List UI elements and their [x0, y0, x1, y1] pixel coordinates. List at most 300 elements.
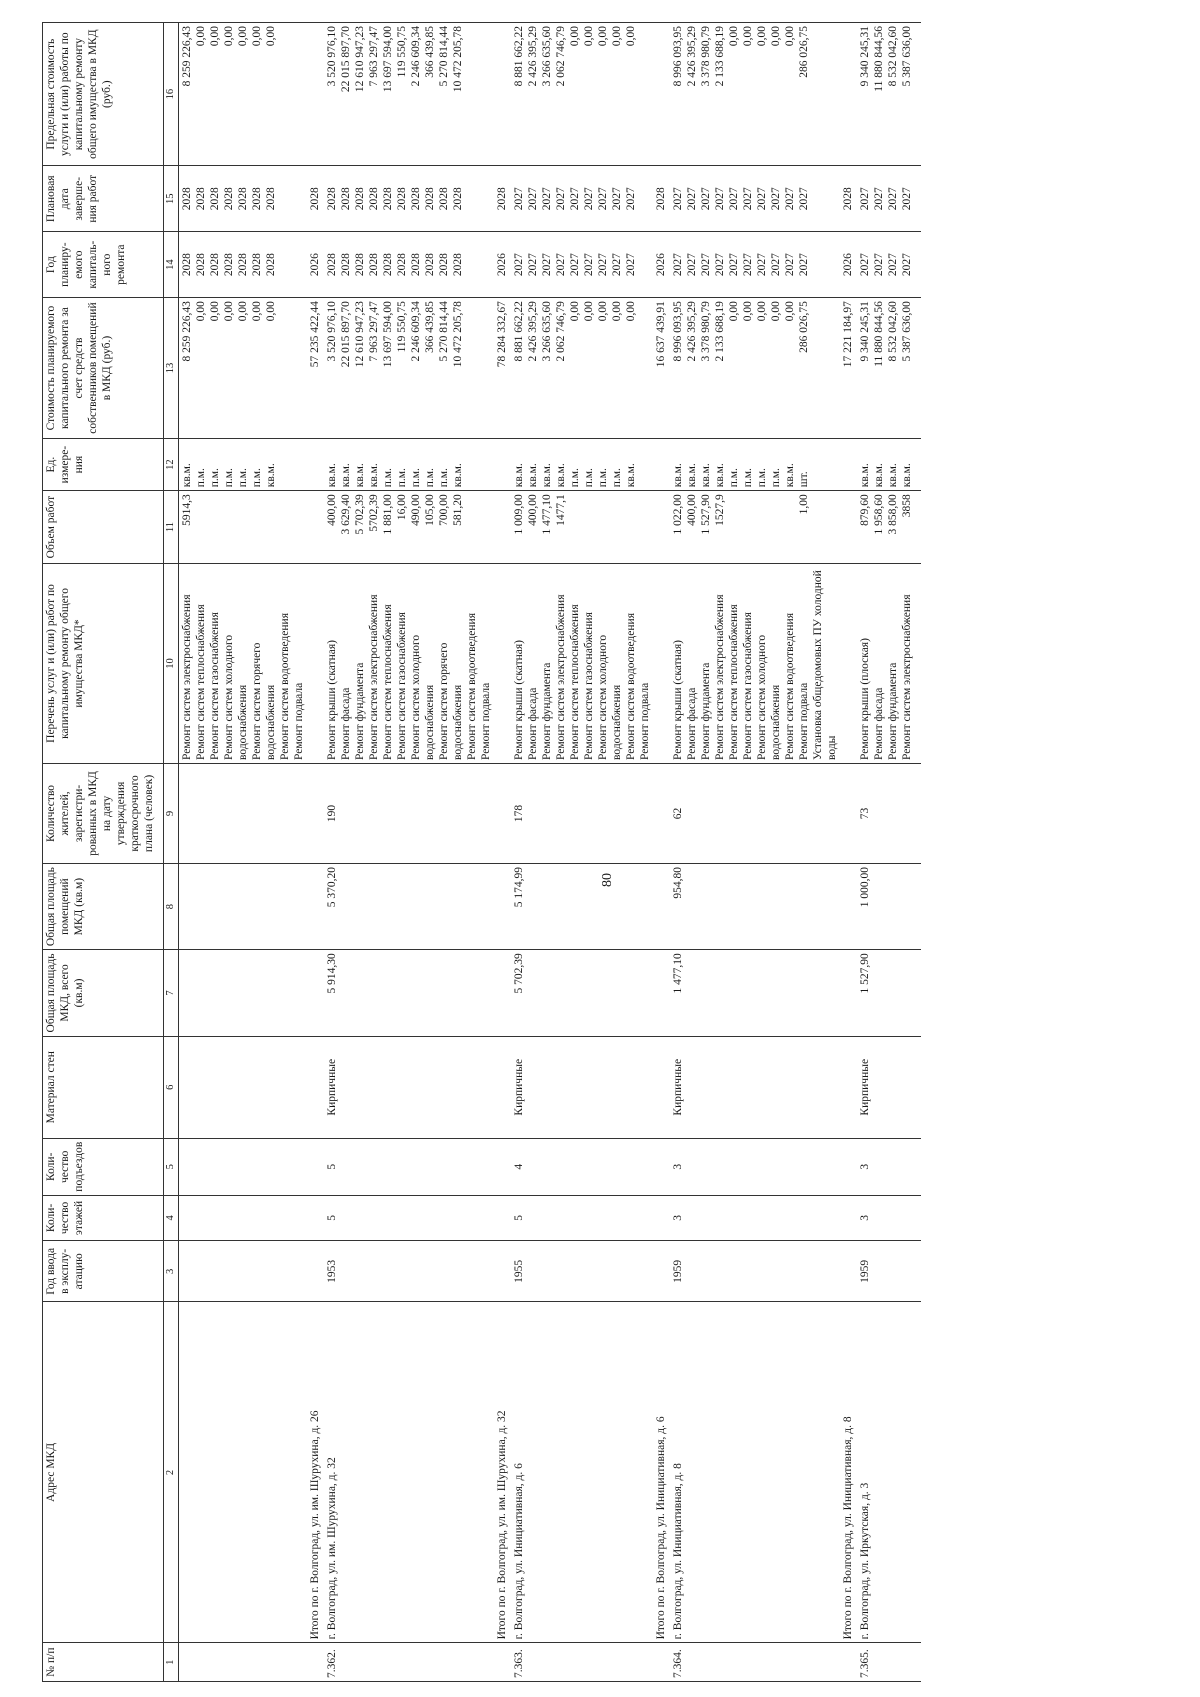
work-item-cell — [653, 563, 840, 763]
table-row — [179, 23, 308, 1682]
work-end-date: 2028 — [209, 187, 221, 211]
group-total-year: 2026 — [655, 253, 667, 277]
group-total-year: 2026 — [309, 253, 321, 277]
group-total-label: Итого по г. Волгоград, ул. Инициативная, д. 8 — [842, 1416, 854, 1640]
work-year: 2028 — [340, 253, 352, 277]
work-end-date: 2027 — [859, 187, 871, 211]
work-unit: кв.м. — [326, 463, 338, 488]
work-limit-cost: 0,00 — [625, 26, 637, 47]
work-year: 2027 — [873, 253, 885, 277]
total-spacer — [308, 953, 322, 1032]
built-cell — [307, 1241, 494, 1302]
work-limit-cost-cell — [840, 23, 915, 166]
work-limit-cost-cell — [307, 23, 494, 166]
column-header: Общая площадь МКД, всего (кв.м) — [43, 950, 164, 1036]
work-volume: 5702,39 — [368, 494, 380, 532]
residents: 73 — [859, 807, 871, 820]
work-limit-cost: 22 015 897,70 — [340, 26, 352, 93]
work-unit-cell — [307, 438, 494, 490]
work-year: 2028 — [326, 253, 338, 277]
empty-cell — [915, 1302, 921, 1643]
work-end-date-cell — [494, 166, 653, 232]
work-unit: п.м. — [251, 468, 263, 488]
column-number: 15 — [164, 166, 179, 232]
total-spacer — [654, 1199, 668, 1237]
empty-cell — [915, 298, 921, 439]
work-unit: кв.м. — [555, 463, 567, 488]
work-cost: 0,00 — [784, 301, 796, 322]
work-end-date-cell — [307, 166, 494, 232]
work-volume — [194, 494, 208, 560]
work-cost: 0,00 — [756, 301, 768, 322]
work-end-date: 2027 — [887, 187, 899, 211]
total-spacer — [841, 1244, 855, 1298]
work-limit-cost: 0,00 — [597, 26, 609, 47]
work-item-cell — [179, 563, 308, 763]
work-item: Ремонт систем электроснабжения — [901, 594, 913, 760]
work-cost: 22 015 897,70 — [340, 301, 352, 368]
work-end-date: 2028 — [181, 187, 193, 211]
work-cost: 9 340 245,31 — [859, 301, 871, 362]
work-year: 2028 — [382, 253, 394, 277]
work-end-date: 2028 — [237, 187, 249, 211]
work-item: Ремонт систем водоотведения — [625, 613, 637, 760]
work-limit-cost: 366 439,85 — [424, 26, 436, 78]
work-end-date: 2028 — [265, 187, 277, 211]
group-total-spacer — [308, 567, 322, 760]
work-year: 2027 — [569, 253, 581, 277]
floors-cell — [494, 1195, 653, 1240]
work-year-cell — [840, 232, 915, 298]
area-rooms: 954,80 — [672, 866, 684, 899]
work-volume — [755, 494, 769, 560]
work-end-date: 2027 — [672, 187, 684, 211]
column-number: 14 — [164, 232, 179, 298]
work-volume: 1 022,00 — [672, 494, 684, 535]
work-limit-cost-cell — [179, 23, 308, 166]
work-year: 2027 — [672, 253, 684, 277]
work-year: 2027 — [700, 253, 712, 277]
empty-cell — [179, 863, 308, 949]
floors: 3 — [672, 1215, 684, 1221]
total-spacer — [495, 1244, 509, 1298]
work-volume: 581,20 — [452, 494, 464, 526]
work-volume — [610, 494, 624, 560]
group-total-date: 2028 — [842, 187, 854, 211]
area-total-cell — [653, 950, 840, 1036]
work-unit: кв.м. — [368, 463, 380, 488]
work-unit: п.м. — [424, 468, 436, 488]
entrances-cell — [494, 1138, 653, 1195]
group-total-date: 2028 — [655, 187, 667, 211]
entrances: 3 — [672, 1163, 684, 1170]
work-volume — [624, 494, 638, 560]
group-total-cost: 17 221 184,97 — [842, 301, 854, 368]
table-header — [43, 23, 179, 1682]
work-unit: п.м. — [756, 468, 768, 488]
work-limit-cost: 13 697 594,00 — [382, 26, 394, 93]
work-year: 2027 — [541, 253, 553, 277]
total-spacer — [308, 867, 322, 946]
group-total-spacer — [495, 494, 509, 560]
group-total-spacer — [841, 494, 855, 560]
work-unit-cell — [653, 438, 840, 490]
work-unit: кв.м. — [265, 463, 277, 488]
column-header: Ед. измере-ния — [43, 438, 164, 490]
work-limit-cost: 0,00 — [237, 26, 249, 47]
work-volume — [783, 494, 797, 560]
area-total: 5 914,30 — [326, 953, 338, 994]
work-year: 2028 — [368, 253, 380, 277]
row-number: 7.363. — [513, 1649, 525, 1678]
work-cost: 10 472 205,78 — [452, 301, 464, 368]
built-cell — [494, 1241, 653, 1302]
work-end-date: 2027 — [555, 187, 567, 211]
work-end-date: 2027 — [714, 187, 726, 211]
entrances-cell — [653, 1138, 840, 1195]
work-end-date: 2027 — [625, 187, 637, 211]
total-spacer — [654, 953, 668, 1032]
group-total-year: 2026 — [842, 253, 854, 277]
page-number: 80 — [600, 873, 615, 887]
work-cost: 0,00 — [611, 301, 623, 322]
work-volume: 1 881,00 — [382, 494, 394, 535]
empty-cell — [915, 1241, 921, 1302]
work-year: 2028 — [396, 253, 408, 277]
area-rooms-cell — [840, 863, 915, 949]
work-unit: кв.м. — [686, 463, 698, 488]
work-limit-cost: 5 270 814,44 — [438, 26, 450, 87]
area-total: 1 527,90 — [859, 953, 871, 994]
work-item-cell — [307, 563, 494, 763]
work-volume: 700,00 — [438, 494, 450, 526]
material: Кирпичные — [859, 1058, 871, 1116]
work-end-date: 2027 — [784, 187, 796, 211]
group-total-spacer — [495, 567, 509, 760]
work-volume — [596, 494, 610, 560]
empty-cell — [915, 438, 921, 490]
work-unit-cell — [494, 438, 653, 490]
group-total-spacer — [654, 26, 668, 162]
work-cost: 8 532 042,60 — [887, 301, 899, 362]
work-year: 2028 — [181, 253, 193, 277]
work-limit-cost: 0,00 — [611, 26, 623, 47]
work-item: Ремонт крыши (скатная) — [326, 640, 338, 760]
work-cost: 8 259 226,43 — [181, 301, 193, 362]
table-row — [653, 23, 840, 1682]
residents-cell — [494, 763, 653, 863]
work-cost: 0,00 — [728, 301, 740, 322]
work-item: Ремонт подвала — [293, 682, 305, 760]
work-limit-cost: 286 026,75 — [798, 26, 810, 78]
work-cost: 3 520 976,10 — [326, 301, 338, 362]
work-limit-cost: 0,00 — [569, 26, 581, 47]
total-spacer — [841, 953, 855, 1032]
work-item: Ремонт систем электроснабжения — [714, 594, 726, 760]
group-total-spacer — [841, 26, 855, 162]
address-cell — [653, 1302, 840, 1643]
work-limit-cost: 0,00 — [728, 26, 740, 47]
empty-cell — [915, 1138, 921, 1195]
work-volume: 1 477,10 — [541, 494, 553, 535]
work-unit: п.м. — [195, 468, 207, 488]
table-row — [494, 23, 653, 1682]
floors-cell — [840, 1195, 915, 1240]
work-year: 2027 — [714, 253, 726, 277]
work-unit: кв.м. — [859, 463, 871, 488]
work-limit-cost-cell — [494, 23, 653, 166]
material-cell — [307, 1036, 494, 1138]
empty-cell — [179, 950, 308, 1036]
work-volume — [250, 494, 264, 560]
work-item: Ремонт фундамента — [541, 662, 553, 760]
total-spacer — [308, 1040, 322, 1135]
work-year: 2027 — [901, 253, 913, 277]
work-item: Ремонт крыши (скатная) — [513, 640, 525, 760]
work-item: Ремонт систем газоснабжения — [742, 612, 754, 760]
work-item: Ремонт подвала — [639, 682, 651, 760]
total-spacer — [495, 1199, 509, 1237]
work-volume: 1 958,60 — [873, 494, 885, 535]
work-end-date: 2028 — [396, 187, 408, 211]
column-number: 11 — [164, 491, 179, 564]
work-end-date-cell — [840, 166, 915, 232]
work-end-date: 2027 — [597, 187, 609, 211]
work-unit: п.м. — [597, 468, 609, 488]
work-end-date: 2028 — [340, 187, 352, 211]
work-end-date: 2028 — [223, 187, 235, 211]
work-limit-cost: 2 062 746,79 — [555, 26, 567, 87]
work-item: Ремонт систем электроснабжения — [181, 594, 193, 760]
entrances: 3 — [859, 1163, 871, 1170]
work-item: Ремонт систем холодного водоснабжения — [756, 634, 782, 760]
work-unit: п.м. — [770, 468, 782, 488]
column-number: 16 — [164, 23, 179, 166]
work-cost: 3 266 635,60 — [541, 301, 553, 362]
work-year-cell — [307, 232, 494, 298]
column-number: 12 — [164, 438, 179, 490]
work-cost: 12 610 947,23 — [354, 301, 366, 368]
built-cell — [653, 1241, 840, 1302]
work-year: 2028 — [237, 253, 249, 277]
work-volume — [741, 494, 755, 560]
work-end-date: 2027 — [611, 187, 623, 211]
work-limit-cost: 2 426 395,29 — [686, 26, 698, 87]
work-limit-cost: 2 246 609,34 — [410, 26, 422, 87]
work-cost: 0,00 — [742, 301, 754, 322]
work-volume: 16,00 — [396, 494, 408, 521]
work-item: Ремонт систем теплоснабжения — [569, 604, 581, 760]
work-item: Ремонт систем газоснабжения — [583, 612, 595, 760]
work-year-cell — [653, 232, 840, 298]
column-header: Год ввода в эксплу-атацию — [43, 1241, 164, 1302]
work-end-date: 2027 — [728, 187, 740, 211]
area-rooms: 5 370,20 — [326, 866, 338, 908]
column-header: Общая площадь помещений МКД (кв.м) — [43, 863, 164, 949]
work-end-date: 2028 — [368, 187, 380, 211]
row-number-cell — [307, 1643, 494, 1682]
work-item: Ремонт систем газоснабжения — [396, 612, 408, 760]
empty-cell — [915, 23, 921, 166]
residents: 190 — [326, 804, 338, 823]
work-year: 2027 — [555, 253, 567, 277]
work-item: Ремонт систем электроснабжения — [368, 594, 380, 760]
area-total-cell — [840, 950, 915, 1036]
empty-cell — [915, 1036, 921, 1138]
work-volume: 400,00 — [326, 494, 338, 526]
work-limit-cost: 11 880 844,56 — [873, 26, 885, 92]
group-total-date: 2028 — [309, 187, 321, 211]
group-total-label: Итого по г. Волгоград, ул. им. Шурухина, д. 32 — [496, 1410, 508, 1640]
work-unit: кв.м. — [354, 463, 366, 488]
work-volume: 5 702,39 — [354, 494, 366, 535]
built: 1955 — [513, 1259, 525, 1283]
work-item: Ремонт фасада — [686, 687, 698, 760]
work-item: Ремонт фундамента — [354, 662, 366, 760]
total-spacer — [841, 1040, 855, 1135]
work-volume: 879,60 — [859, 494, 871, 526]
empty-cell — [179, 1036, 308, 1138]
empty-cell — [179, 1195, 308, 1240]
work-cost-cell — [179, 298, 308, 439]
area-rooms-cell — [307, 863, 494, 949]
work-limit-cost: 8 996 093,95 — [672, 26, 684, 87]
work-year: 2028 — [424, 253, 436, 277]
area-rooms: 1 000,00 — [859, 866, 871, 908]
work-end-date: 2028 — [438, 187, 450, 211]
address: г. Волгоград, ул. Инициативная, д. 8 — [672, 1463, 684, 1640]
work-unit: п.м. — [223, 468, 235, 488]
work-limit-cost: 0,00 — [583, 26, 595, 47]
work-limit-cost: 5 387 636,00 — [901, 26, 913, 87]
group-total-spacer — [308, 442, 322, 487]
work-limit-cost: 3 520 976,10 — [326, 26, 338, 87]
work-unit: кв.м. — [901, 463, 913, 488]
work-cost: 366 439,85 — [424, 301, 436, 353]
work-item: Ремонт систем горячего водоснабжения — [438, 642, 464, 760]
floors-cell — [307, 1195, 494, 1240]
work-end-date: 2027 — [541, 187, 553, 211]
column-number: 10 — [164, 563, 179, 763]
work-unit: кв.м. — [513, 463, 525, 488]
row-number: 7.364. — [672, 1649, 684, 1678]
work-limit-cost: 0,00 — [265, 26, 277, 47]
work-end-date: 2028 — [326, 187, 338, 211]
work-cost: 3 378 980,79 — [700, 301, 712, 362]
empty-cell — [915, 563, 921, 763]
work-unit: кв.м. — [714, 463, 726, 488]
work-end-date: 2027 — [756, 187, 768, 211]
table-body — [179, 23, 922, 1682]
work-unit: п.м. — [728, 468, 740, 488]
group-total-spacer — [495, 26, 509, 162]
residents-cell — [653, 763, 840, 863]
work-year-cell — [494, 232, 653, 298]
work-year: 2027 — [527, 253, 539, 277]
work-item: Ремонт фасада — [527, 687, 539, 760]
row-number-cell — [653, 1643, 840, 1682]
work-cost: 5 387 636,00 — [901, 301, 913, 362]
work-cost: 0,00 — [209, 301, 221, 322]
work-end-date: 2027 — [583, 187, 595, 211]
work-item: Ремонт систем теплоснабжения — [382, 604, 394, 760]
table-row — [840, 23, 915, 1682]
work-limit-cost: 9 340 245,31 — [859, 26, 871, 87]
total-spacer — [495, 1142, 509, 1192]
work-item: Ремонт крыши (скатная) — [672, 640, 684, 760]
address: г. Волгоград, ул. Иркутская, д. 3 — [859, 1482, 871, 1640]
work-unit: кв.м. — [700, 463, 712, 488]
column-number: 6 — [164, 1036, 179, 1138]
work-volume: 105,00 — [424, 494, 436, 526]
work-limit-cost: 10 472 205,78 — [452, 26, 464, 93]
work-volume: 3 858,00 — [887, 494, 899, 535]
group-total-spacer — [654, 567, 668, 760]
work-volume: 490,00 — [410, 494, 422, 526]
work-cost: 5 270 814,44 — [438, 301, 450, 362]
total-spacer — [841, 767, 855, 860]
empty-cell — [915, 1195, 921, 1240]
work-year: 2027 — [784, 253, 796, 277]
work-year: 2027 — [887, 253, 899, 277]
address: г. Волгоград, ул. Инициативная, д. 6 — [513, 1463, 525, 1640]
work-unit: кв.м. — [887, 463, 899, 488]
work-year: 2028 — [452, 253, 464, 277]
work-limit-cost: 3 266 635,60 — [541, 26, 553, 87]
work-year: 2028 — [438, 253, 450, 277]
work-volume: 1 527,90 — [700, 494, 712, 535]
work-unit: п.м. — [410, 468, 422, 488]
work-unit: кв.м. — [452, 463, 464, 488]
column-number: 7 — [164, 950, 179, 1036]
work-unit: шт. — [798, 471, 810, 488]
work-volume — [208, 494, 222, 560]
empty-cell — [915, 1643, 921, 1682]
work-unit: п.м. — [583, 468, 595, 488]
area-total-cell — [307, 950, 494, 1036]
work-item: Ремонт систем холодного водоснабжения — [597, 634, 623, 760]
total-spacer — [308, 1646, 322, 1678]
work-limit-cost: 8 259 226,43 — [181, 26, 193, 87]
work-item: Ремонт крыши (плоская) — [859, 638, 871, 760]
empty-cell — [915, 491, 921, 564]
work-limit-cost: 2 426 395,29 — [527, 26, 539, 87]
work-cost: 0,00 — [251, 301, 263, 322]
work-volume: 3858 — [901, 494, 913, 518]
column-header: Материал стен — [43, 1036, 164, 1138]
column-header: № п/п — [43, 1643, 164, 1682]
row-number-cell — [840, 1643, 915, 1682]
total-spacer — [841, 867, 855, 946]
work-end-date: 2027 — [700, 187, 712, 211]
work-volume-cell — [494, 491, 653, 564]
work-unit: кв.м. — [672, 463, 684, 488]
group-total-spacer — [654, 494, 668, 560]
work-year: 2027 — [756, 253, 768, 277]
area-total: 5 702,39 — [513, 953, 525, 994]
group-total-label: Итого по г. Волгоград, ул. Инициативная, д. 6 — [655, 1416, 667, 1640]
total-spacer — [495, 1646, 509, 1678]
group-total-cost: 78 284 332,67 — [496, 301, 508, 368]
work-end-date: 2027 — [798, 187, 810, 211]
group-total-cost: 16 637 439,91 — [655, 301, 667, 368]
work-unit: кв.м. — [873, 463, 885, 488]
work-cost: 0,00 — [195, 301, 207, 322]
empty-cell — [179, 1241, 308, 1302]
work-volume-cell — [179, 491, 308, 564]
work-limit-cost: 3 378 980,79 — [700, 26, 712, 87]
area-rooms-cell — [494, 863, 653, 949]
